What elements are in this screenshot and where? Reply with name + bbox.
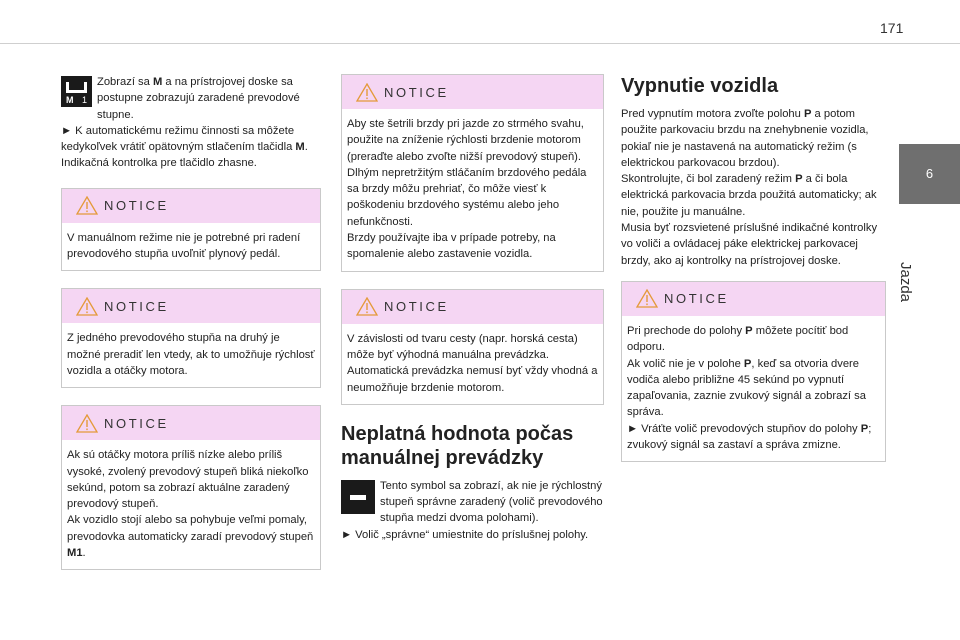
warning-triangle-icon bbox=[356, 297, 378, 316]
notice-text: Pri prechode do polohy P môžete pocítiť bod odporu. bbox=[627, 324, 849, 354]
column-right bbox=[621, 74, 886, 479]
notice-header bbox=[342, 75, 603, 109]
body-paragraph: Tento symbol sa zobrazí, ak nie je rýchlostný stupeň správne zaradený (volič prevodového stupňa medzi dvoma polohami). bbox=[380, 479, 603, 525]
notice-box bbox=[341, 74, 604, 272]
notice-title: NOTICE bbox=[104, 298, 169, 314]
chapter-label: Jazda bbox=[897, 262, 914, 303]
body-paragraph: Musia byť rozsvietené príslušné indikačné kontrolky vo voliči a ovládacej páke elektrickej parkovacej brzdy, ako aj kontrolky na prístrojovej doske. bbox=[621, 222, 878, 267]
warning-triangle-icon bbox=[636, 289, 658, 308]
notice-title: NOTICE bbox=[384, 84, 449, 100]
notice-text: ► Vráťte volič prevodových stupňov do polohy P; zvukový signál sa zastaví a správa zmizne. bbox=[627, 422, 872, 452]
section-heading: Vypnutie vozidla bbox=[621, 75, 779, 97]
notice-title: NOTICE bbox=[104, 415, 169, 431]
notice-text: Dlhým nepretržitým stláčaním brzdového pedála sa brzdy môžu prehriať, čo môže viesť k poškodeniu brzdového systému alebo jeho nefunkčnosti. bbox=[347, 166, 587, 228]
notice-box bbox=[61, 405, 321, 570]
gear-indicator-icon: M 1 bbox=[61, 76, 92, 107]
section-heading: Neplatná hodnota počas manuálnej prevádzky bbox=[341, 422, 574, 469]
dash-indicator-icon bbox=[341, 480, 375, 514]
notice-text: Aby ste šetrili brzdy pri jazde zo strmého svahu, použite na zníženie rýchlosti brzdenie motorom (preraďte alebo zvoľte nižší prevodový stupeň). bbox=[347, 118, 584, 163]
notice-box bbox=[341, 289, 604, 405]
notice-title: NOTICE bbox=[664, 291, 729, 307]
body-paragraph: Skontrolujte, či bol zaradený režim P a či bola elektrická parkovacia brzda použitá automaticky; ak nie, použite ju manuálne. bbox=[621, 173, 877, 218]
warning-triangle-icon bbox=[76, 196, 98, 215]
notice-box bbox=[61, 188, 321, 272]
notice-text: Z jedného prevodového stupňa na druhý je možné preradiť len vtedy, ak to umožňuje rýchlosť vozidla a otáčky motora. bbox=[67, 332, 315, 377]
notice-header bbox=[622, 282, 885, 316]
notice-header bbox=[342, 290, 603, 324]
notice-header bbox=[62, 406, 320, 440]
notice-title: NOTICE bbox=[384, 299, 449, 315]
warning-triangle-icon bbox=[356, 83, 378, 102]
notice-text: Brzdy používajte iba v prípade potreby, na spomalenie alebo zastavenie vozidla. bbox=[347, 232, 556, 261]
notice-text: Ak volič nie je v polohe P, keď sa otvoria dvere vodiča alebo približne 45 sekúnd po vypnutí zapaľovania, zaznie zvukový signál a zobrazí sa správa. bbox=[627, 357, 866, 419]
page-number: 171 bbox=[880, 20, 904, 36]
body-paragraph: Pred vypnutím motora zvoľte polohu P a potom použite parkovaciu brzdu na znehybnenie vozidla, pokiaľ nie je nastavená na automatický režim (s elektrickou parkovacou brzdou). bbox=[621, 108, 869, 169]
chapter-tab[interactable]: 6 bbox=[899, 144, 960, 204]
body-paragraph: ► Volič „správne“ umiestnite do príslušnej polohy. bbox=[341, 528, 589, 541]
notice-title: NOTICE bbox=[104, 198, 169, 214]
notice-header bbox=[62, 289, 320, 323]
column-left bbox=[61, 74, 321, 587]
header-divider bbox=[0, 43, 960, 44]
intro-paragraph-3: Indikačná kontrolka pre tlačidlo zhasne. bbox=[61, 157, 257, 170]
notice-text: V závislosti od tvaru cesty (napr. horská cesta) môže byť výhodná manuálna prevádzka. bbox=[347, 332, 578, 361]
manual-mode-intro bbox=[61, 74, 321, 172]
notice-text: Ak sú otáčky motora príliš nízke alebo príliš vysoké, zvolený prevodový stupeň bliká niekoľko sekúnd, potom sa zobrazí aktuálne zaradený prevodový stupeň. bbox=[67, 449, 309, 511]
warning-triangle-icon bbox=[76, 414, 98, 433]
invalid-gear-info bbox=[341, 478, 604, 543]
notice-box bbox=[621, 281, 886, 462]
warning-triangle-icon bbox=[76, 297, 98, 316]
notice-text: Ak vozidlo stojí alebo sa pohybuje veľmi pomaly, prevodovka automaticky zaradí prevodový stupeň M1. bbox=[67, 514, 314, 560]
notice-box bbox=[61, 288, 321, 388]
column-middle bbox=[341, 74, 604, 543]
notice-text: V manuálnom režime nie je potrebné pri radení prevodového stupňa uvoľniť plynový pedál. bbox=[67, 231, 301, 261]
notice-header bbox=[62, 189, 320, 223]
intro-paragraph-2: ► K automatickému režimu činnosti sa môžete kedykoľvek vrátiť opätovným stlačením tlačidla M. bbox=[61, 124, 308, 154]
intro-paragraph-1: Zobrazí sa M a na prístrojovej doske sa postupne zobrazujú zaradené prevodové stupne. bbox=[97, 76, 300, 121]
notice-text: Automatická prevádzka nemusí byť vždy vhodná a neumožňuje brzdenie motorom. bbox=[347, 365, 598, 394]
